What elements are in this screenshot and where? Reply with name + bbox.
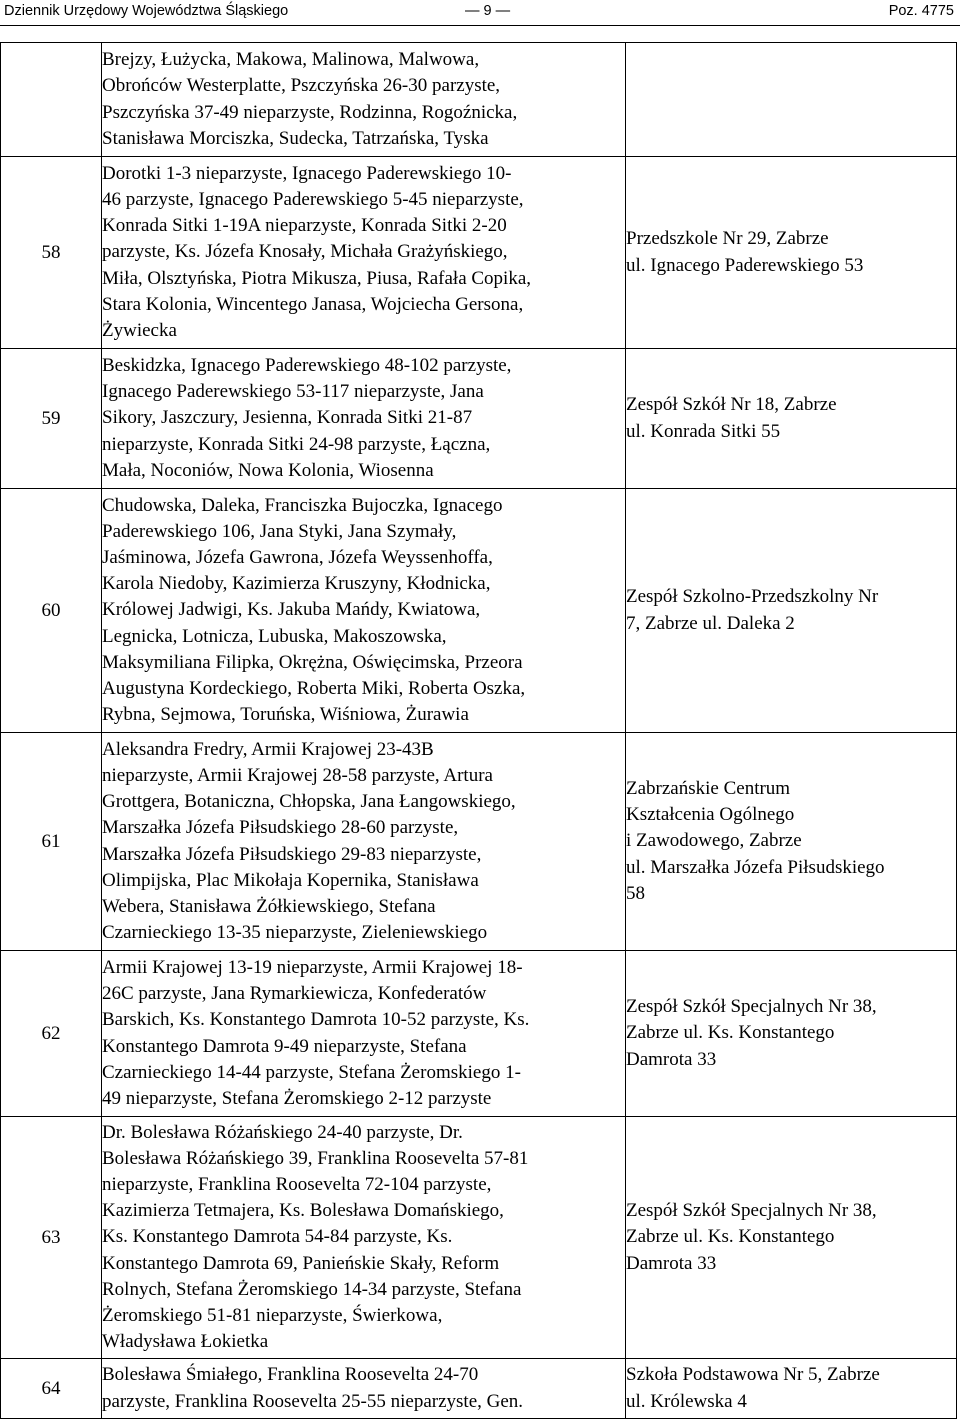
street-line: Rybna, Sejmowa, Toruńska, Wiśniowa, Żurawia	[102, 704, 469, 726]
street-line: Czarnieckiego 13-35 nieparzyste, Zieleniewskiego	[102, 922, 488, 944]
header-rule	[0, 25, 960, 26]
street-line: Mała, Noconiów, Nowa Kolonia, Wiosenna	[102, 459, 434, 481]
school-line: Kształcenia Ogólnego	[626, 804, 795, 826]
street-line: Paderewskiego 106, Jana Styki, Jana Szymały,	[102, 520, 457, 542]
district-number: 63	[1, 1117, 102, 1359]
table-row	[1, 733, 957, 951]
street-line: 49 nieparzyste, Stefana Żeromskiego 2-12 parzyste	[102, 1087, 492, 1109]
street-line: Jaśminowa, Józefa Gawrona, Józefa Weyssenhoffa,	[102, 546, 493, 568]
street-list	[102, 1117, 626, 1359]
district-number: 58	[1, 157, 102, 349]
street-line: nieparzyste, Armii Krajowej 28-58 parzyste, Artura	[102, 764, 493, 786]
school-address	[626, 349, 957, 489]
district-number	[1, 43, 102, 157]
street-line: Webera, Stanisława Żółkiewskiego, Stefana	[102, 895, 436, 917]
school-line: Zabrzańskie Centrum	[626, 777, 791, 799]
street-line: Sikory, Jaszczury, Jesienna, Konrada Sitki 21-87	[102, 407, 473, 429]
street-line: 46 parzyste, Ignacego Paderewskiego 5-45 nieparzyste,	[102, 188, 524, 210]
journal-title: Dziennik Urzędowy Województwa Śląskiego	[4, 3, 289, 19]
street-line: Grottgera, Botaniczna, Chłopska, Jana Łangowskiego,	[102, 791, 516, 813]
street-list	[102, 1359, 626, 1419]
school-line: Zespół Szkół Specjalnych Nr 38,	[626, 1200, 877, 1222]
district-table	[0, 42, 957, 1419]
page-number: — 9 —	[465, 3, 511, 19]
school-line: 7, Zabrze ul. Daleka 2	[626, 612, 795, 634]
street-line: 26C parzyste, Jana Rymarkiewicza, Konfederatów	[102, 983, 487, 1005]
school-address	[626, 157, 957, 349]
street-line: Bolesława Różańskiego 39, Franklina Roosevelta 57-81	[102, 1147, 529, 1169]
street-line: parzyste, Ks. Józefa Knosały, Michała Grażyńskiego,	[102, 241, 508, 263]
district-number: 60	[1, 489, 102, 733]
street-line: Dr. Bolesława Różańskiego 24-40 parzyste, Dr.	[102, 1121, 463, 1143]
street-line: Żywiecka	[102, 320, 177, 341]
street-line: parzyste, Franklina Roosevelta 25-55 nieparzyste, Gen.	[102, 1390, 524, 1412]
table-row	[1, 489, 957, 733]
street-list	[102, 489, 626, 733]
street-line: Królowej Jadwigi, Ks. Jakuba Mańdy, Kwiatowa,	[102, 599, 481, 621]
school-line: Damrota 33	[626, 1048, 717, 1070]
district-number: 59	[1, 349, 102, 489]
street-list	[102, 733, 626, 951]
school-line: Zespół Szkół Nr 18, Zabrze	[626, 394, 837, 416]
street-list	[102, 349, 626, 489]
street-list	[102, 157, 626, 349]
street-line: nieparzyste, Franklina Roosevelta 72-104 parzyste,	[102, 1173, 492, 1195]
street-line: Legnicka, Lotnicza, Lubuska, Makoszowska,	[102, 625, 447, 647]
street-line: Ks. Konstantego Damrota 54-84 parzyste, Ks.	[102, 1226, 453, 1248]
school-address	[626, 489, 957, 733]
street-line: Miła, Olsztyńska, Piotra Mikusza, Piusa, Rafała Copika,	[102, 267, 532, 289]
street-line: Chudowska, Daleka, Franciszka Bujoczka, Ignacego	[102, 494, 503, 516]
street-line: Kazimierza Tetmajera, Ks. Bolesława Domańskiego,	[102, 1200, 504, 1222]
district-number: 62	[1, 951, 102, 1117]
street-line: Stara Kolonia, Wincentego Janasa, Wojciecha Gersona,	[102, 293, 524, 315]
school-line: ul. Ignacego Paderewskiego 53	[626, 254, 864, 276]
school-line: i Zawodowego, Zabrze	[626, 830, 802, 852]
school-line: ul. Królewska 4	[626, 1390, 747, 1412]
school-line: ul. Konrada Sitki 55	[626, 420, 781, 442]
district-number: 61	[1, 733, 102, 951]
street-line: Brejzy, Łużycka, Makowa, Malinowa, Malwowa,	[102, 49, 480, 71]
page-header	[0, 0, 960, 26]
table-row	[1, 1117, 957, 1359]
street-line: Beskidzka, Ignacego Paderewskiego 48-102 parzyste,	[102, 354, 512, 376]
street-line: Barskich, Ks. Konstantego Damrota 10-52 parzyste, Ks.	[102, 1009, 530, 1031]
school-line: Przedszkole Nr 29, Zabrze	[626, 228, 829, 250]
school-address	[626, 733, 957, 951]
street-line: Konrada Sitki 1-19A nieparzyste, Konrada Sitki 2-20	[102, 215, 507, 237]
street-line: Bolesława Śmiałego, Franklina Roosevelta 24-70	[102, 1364, 479, 1386]
street-line: Armii Krajowej 13-19 nieparzyste, Armii Krajowej 18-	[102, 956, 523, 978]
school-line: 58	[626, 882, 645, 904]
table-row	[1, 43, 957, 157]
table-row	[1, 349, 957, 489]
district-number: 64	[1, 1359, 102, 1419]
street-line: Żeromskiego 51-81 nieparzyste, Świerkowa,	[102, 1305, 443, 1326]
school-line: ul. Marszałka Józefa Piłsudskiego	[626, 856, 885, 878]
street-line: Władysława Łokietka	[102, 1331, 269, 1353]
street-line: Maksymiliana Filipka, Okrężna, Oświęcimska, Przeora	[102, 651, 523, 673]
school-line: Szkoła Podstawowa Nr 5, Zabrze	[626, 1364, 880, 1386]
school-address	[626, 951, 957, 1117]
table-row	[1, 951, 957, 1117]
street-list	[102, 951, 626, 1117]
school-line: Zespół Szkół Specjalnych Nr 38,	[626, 996, 877, 1018]
street-line: Obrońców Westerplatte, Pszczyńska 26-30 parzyste,	[102, 75, 501, 97]
street-line: Stanisława Morciszka, Sudecka, Tatrzańska, Tyska	[102, 127, 489, 149]
street-line: nieparzyste, Konrada Sitki 24-98 parzyste, Łączna,	[102, 433, 491, 455]
street-line: Olimpijska, Plac Mikołaja Kopernika, Stanisława	[102, 869, 479, 891]
table-row	[1, 1359, 957, 1419]
street-line: Czarnieckiego 14-44 parzyste, Stefana Żeromskiego 1-	[102, 1061, 521, 1083]
school-line: Zabrze ul. Ks. Konstantego	[626, 1022, 835, 1044]
school-address	[626, 43, 957, 157]
street-line: Aleksandra Fredry, Armii Krajowej 23-43B	[102, 738, 434, 760]
school-address	[626, 1117, 957, 1359]
school-line: Zabrze ul. Ks. Konstantego	[626, 1226, 835, 1248]
street-line: Marszałka Józefa Piłsudskiego 29-83 nieparzyste,	[102, 843, 482, 865]
street-line: Rolnych, Stefana Żeromskiego 14-34 parzyste, Stefana	[102, 1278, 522, 1300]
street-line: Konstantego Damrota 69, Panieńskie Skały, Reform	[102, 1252, 500, 1274]
street-line: Augustyna Kordeckiego, Roberta Miki, Roberta Oszka,	[102, 678, 526, 699]
school-line: Zespół Szkolno-Przedszkolny Nr	[626, 586, 879, 608]
position-number: Poz. 4775	[888, 3, 954, 19]
street-line: Dorotki 1-3 nieparzyste, Ignacego Paderewskiego 10-	[102, 162, 512, 184]
street-line: Pszczyńska 37-49 nieparzyste, Rodzinna, Rogoźnicka,	[102, 101, 518, 123]
street-line: Marszałka Józefa Piłsudskiego 28-60 parzyste,	[102, 817, 459, 839]
school-line: Damrota 33	[626, 1252, 717, 1274]
street-list	[102, 43, 626, 157]
street-line: Ignacego Paderewskiego 53-117 nieparzyste, Jana	[102, 381, 484, 403]
street-line: Konstantego Damrota 9-49 nieparzyste, Stefana	[102, 1035, 467, 1057]
school-address	[626, 1359, 957, 1419]
street-line: Karola Niedoby, Kazimierza Kruszyny, Kłodnicka,	[102, 573, 491, 595]
table-row	[1, 157, 957, 349]
